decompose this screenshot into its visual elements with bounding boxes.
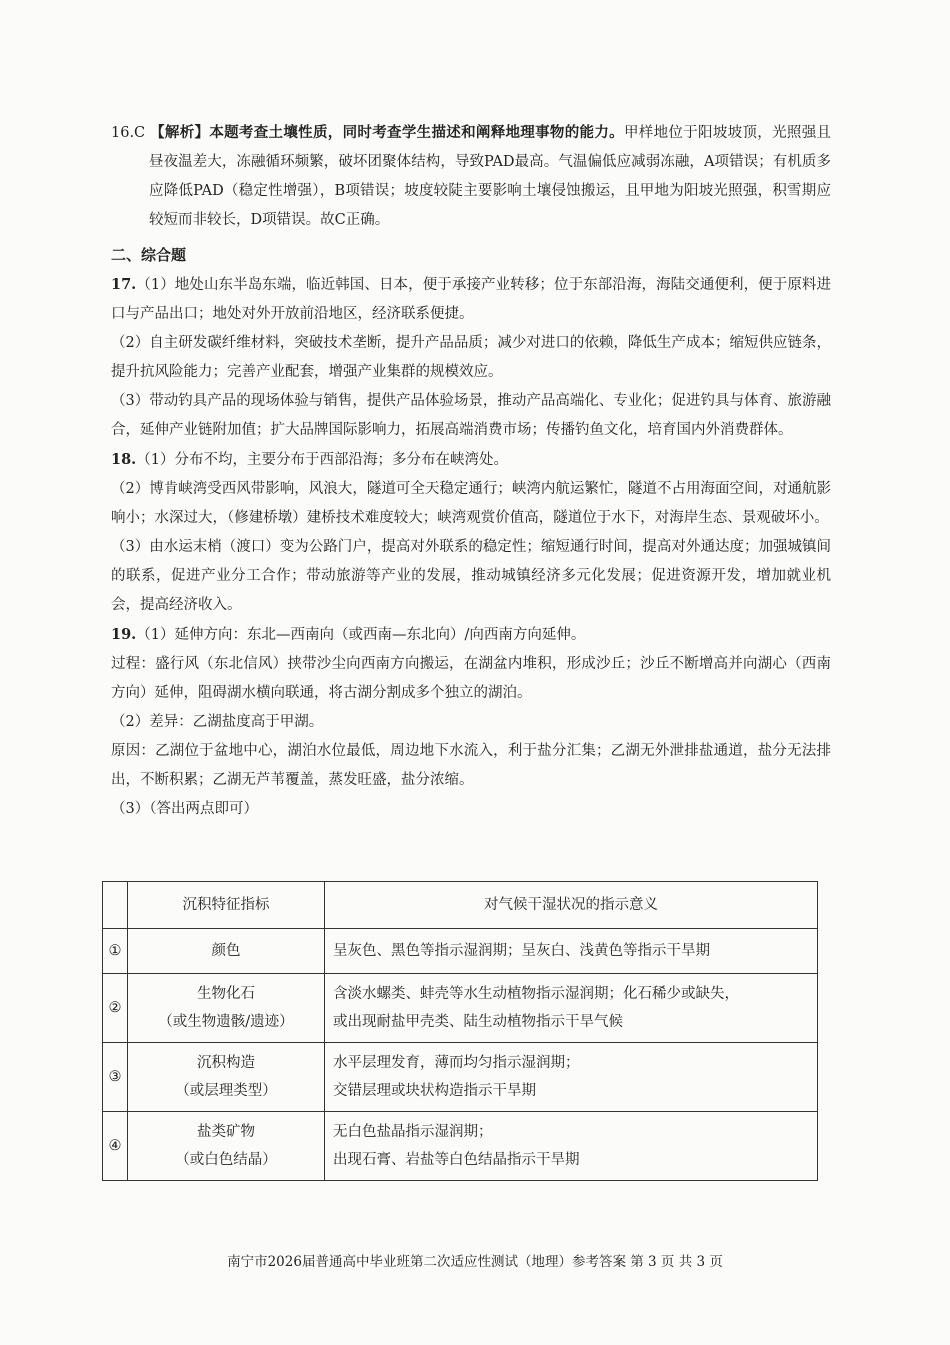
q16-paragraph bbox=[111, 118, 831, 235]
section-title: 二、综合题 bbox=[111, 246, 187, 264]
row-number: ① bbox=[103, 929, 128, 974]
row-meaning bbox=[325, 1112, 818, 1181]
row-indicator bbox=[128, 929, 325, 974]
q17-part1-text: （1）地处山东半岛东端，临近韩国、日本，便于承接产业转移；位于东部沿海，海陆交通便利，便于原料进口与产品出口；地处对外开放前沿地区，经济联系便捷。 bbox=[111, 277, 831, 322]
row-meaning bbox=[325, 974, 818, 1043]
meaning-line1: 水平层理发育，薄而均匀指示湿润期； bbox=[333, 1055, 580, 1071]
meaning-line1: 呈灰色、黑色等指示湿润期；呈灰白、浅黄色等指示干旱期 bbox=[333, 943, 710, 959]
row-indicator bbox=[128, 974, 325, 1043]
indicator-line1: 生物化石 bbox=[197, 986, 255, 1002]
q19-part2: （2）差异：乙湖盐度高于甲湖。 bbox=[111, 714, 324, 730]
row-meaning bbox=[325, 1043, 818, 1112]
q19-process: 过程：盛行风（东北信风）挟带沙尘向西南方向搬运，在湖盆内堆积，形成沙丘；沙丘不断增高并向湖心（西南方向）延伸，阻碍湖水横向联通，将古湖分割成多个独立的湖泊。 bbox=[111, 656, 831, 701]
header-meaning: 对气候干湿状况的指示意义 bbox=[325, 882, 818, 929]
table-header-row bbox=[103, 882, 818, 929]
q19-reason: 原因：乙湖位于盆地中心，湖泊水位最低，周边地下水流入，利于盐分汇集；乙湖无外泄排盐通道，盐分无法排出，不断积累；乙湖无芦苇覆盖，蒸发旺盛，盐分浓缩。 bbox=[111, 743, 831, 788]
meaning-line2: 交错层理或块状构造指示干旱期 bbox=[333, 1083, 536, 1099]
q16-analysis-heading: 【解析】本题考查土壤性质，同时考查学生描述和阐释地理事物的能力。 bbox=[150, 124, 624, 141]
q18-part1 bbox=[111, 445, 831, 475]
q18-part2: （2）博肯峡湾受西风带影响，风浪大，隧道可全天稳定通行；峡湾内航运繁忙，隧道不占用海面空间，对通航影响小；水深过大，（修建桥墩）建桥技术难度较大；峡湾观赏价值高，隧道位于水下，对海岸生态、景观破坏小。 bbox=[111, 481, 831, 526]
sediment-indicator-table bbox=[102, 881, 818, 1181]
q18-number: 18. bbox=[111, 451, 137, 468]
meaning-line2: 出现石膏、岩盐等白色结晶指示干旱期 bbox=[333, 1152, 580, 1168]
q18-part1-text: （1）分布不均，主要分布于西部沿海；多分布在峡湾处。 bbox=[136, 452, 508, 468]
q17-part3: （3）带动钓具产品的现场体验与销售，提供产品体验场景，推动产品高端化、专业化；促进钓具与体育、旅游融合，延伸产业链附加值；扩大品牌国际影响力，拓展高端消费市场；传播钓鱼文化，培育国内外消费群体。 bbox=[111, 393, 831, 438]
indicator-line1: 颜色 bbox=[211, 943, 241, 959]
header-blank-cell bbox=[103, 882, 128, 929]
indicator-line1: 盐类矿物 bbox=[197, 1124, 255, 1140]
q19-part3: （3）（答出两点即可） bbox=[111, 801, 258, 817]
q18-part3: （3）由水运末梢（渡口）变为公路门户，提高对外联系的稳定性；缩短通行时间，提高对外通达度；加强城镇间的联系，促进产业分工合作；带动旅游等产业的发展，推动城镇经济多元化发展；促进资源开发，增加就业机会，提高经济收入。 bbox=[111, 539, 831, 613]
q17-part2: （2）自主研发碳纤维材料，突破技术垄断，提升产品品质；减少对进口的依赖，降低生产成本；缩短供应链条，提升抗风险能力；完善产业配套，增强产业集群的规模效应。 bbox=[111, 335, 831, 380]
table-row bbox=[103, 974, 818, 1043]
meaning-line1: 含淡水螺类、蚌壳等水生动植物指示湿润期；化石稀少或缺失， bbox=[333, 986, 739, 1002]
table-row bbox=[103, 929, 818, 974]
q17-number: 17. bbox=[111, 276, 137, 293]
indicator-line2: （或生物遗骸/遗迹） bbox=[158, 1014, 294, 1030]
header-indicator: 沉积特征指标 bbox=[128, 882, 325, 929]
page-footer: 南宁市2026届普通高中毕业班第二次适应性测试（地理）参考答案 第 3 页 共 3 页 bbox=[227, 1254, 723, 1270]
meaning-line1: 无白色盐晶指示湿润期； bbox=[333, 1124, 493, 1140]
row-indicator bbox=[128, 1112, 325, 1181]
row-indicator bbox=[128, 1043, 325, 1112]
row-number: ③ bbox=[103, 1043, 128, 1112]
q16-answer: 16.C bbox=[111, 125, 151, 141]
table-row bbox=[103, 1043, 818, 1112]
row-number: ④ bbox=[103, 1112, 128, 1181]
meaning-line2: 或出现耐盐甲壳类、陆生动植物指示干旱气候 bbox=[333, 1014, 623, 1030]
indicator-line1: 沉积构造 bbox=[197, 1055, 255, 1071]
row-number: ② bbox=[103, 974, 128, 1043]
indicator-line2: （或白色结晶） bbox=[175, 1152, 277, 1168]
table-row bbox=[103, 1112, 818, 1181]
q19-part1 bbox=[111, 620, 831, 650]
q17-part1 bbox=[111, 270, 831, 329]
row-meaning bbox=[325, 929, 818, 974]
q19-number: 19. bbox=[111, 626, 137, 643]
q19-part1-text: （1）延伸方向：东北—西南向（或西南—东北向）/向西南方向延伸。 bbox=[136, 627, 586, 643]
q16-analysis-text: 甲样地位于阳坡坡顶，光照强且昼夜温差大，冻融循环频繁，破坏团聚体结构，导致PAD最高。气温偏低应减弱冻融，A项错误；有机质多应降低PAD（稳定性增强），B项错误；坡度较陡主要影响土壤侵蚀搬运，且甲地为阳坡光照强，积雪期应较短而非较长，D项错误。故C正确。 bbox=[149, 125, 832, 228]
answer-content bbox=[111, 118, 831, 824]
indicator-line2: （或层理类型） bbox=[175, 1083, 277, 1099]
